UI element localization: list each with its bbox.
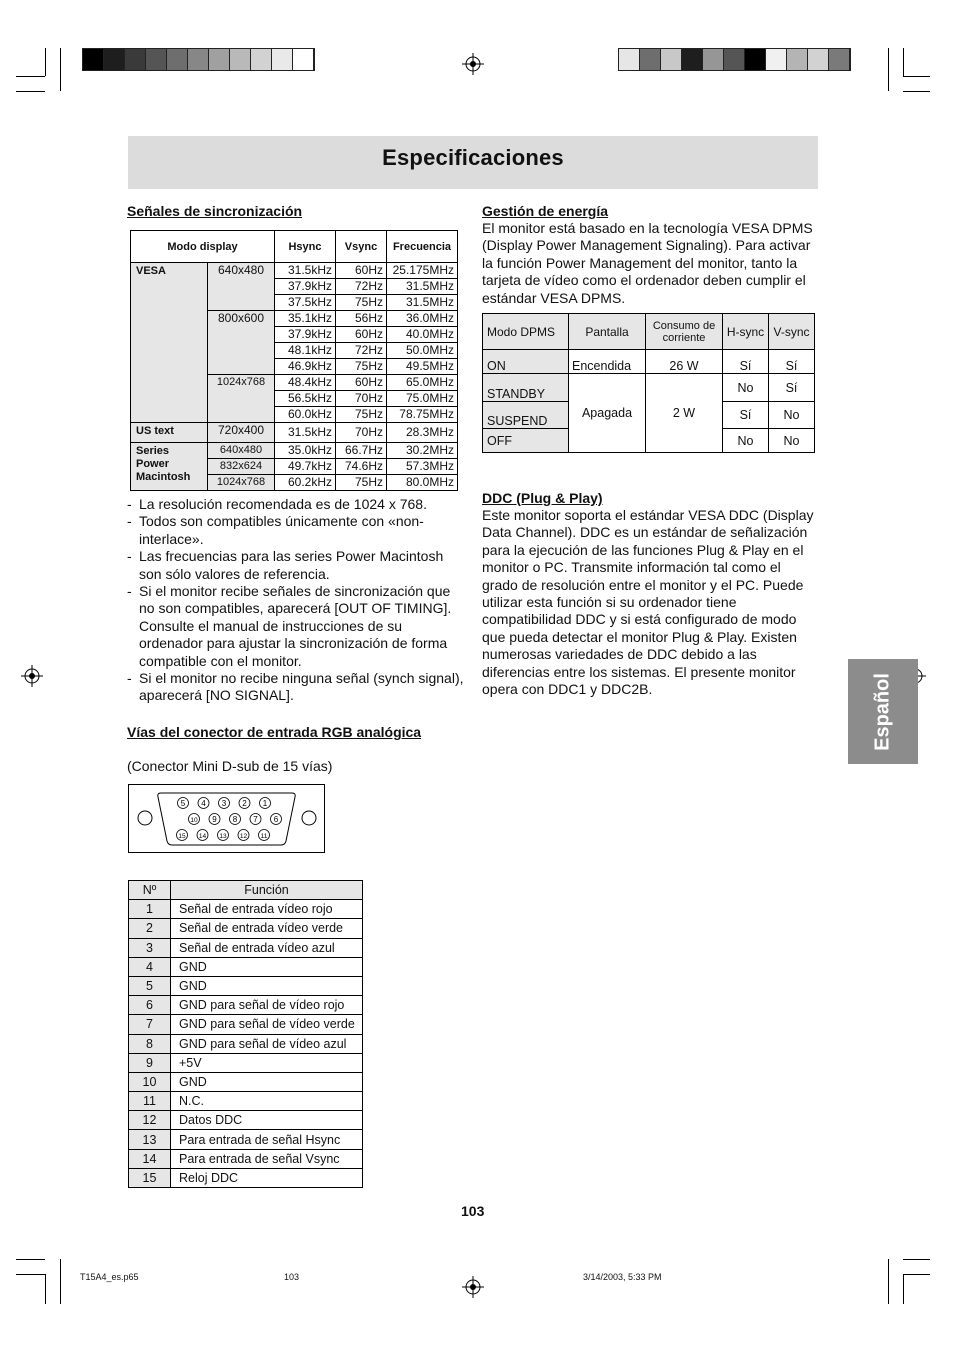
sync-header-hsync: Hsync: [275, 231, 336, 263]
sync-note: - La resolución recomendada es de 1024 x 768.: [127, 496, 465, 513]
sync-cell-freq: 40.0MHz: [387, 327, 458, 343]
pin-function: GND: [171, 976, 363, 995]
sync-cell-vsync: 75Hz: [336, 359, 387, 375]
sync-notes-list: [127, 496, 465, 705]
dpms-mode: OFF: [483, 429, 569, 453]
dpms-header-screen: Pantalla: [569, 314, 646, 350]
pin-number: 8: [129, 1034, 171, 1053]
connector-pin: [230, 814, 241, 825]
dpms-header-vsync: V-sync: [769, 314, 815, 350]
dpms-vsync: Sí: [769, 374, 815, 402]
sync-resolution: 640x480: [208, 443, 275, 459]
sync-cell-hsync: 35.0kHz: [275, 443, 336, 459]
sync-cell-freq: 50.0MHz: [387, 343, 458, 359]
sync-header-freq: Frecuencia: [387, 231, 458, 263]
color-swatch: [766, 49, 787, 70]
connector-pin: [250, 814, 261, 825]
color-swatch: [640, 49, 661, 70]
dpms-row-on: [483, 350, 815, 374]
connector-caption: (Conector Mini D-sub de 15 vías): [127, 758, 333, 774]
sync-cell-freq: 36.0MHz: [387, 311, 458, 327]
title-band: [128, 136, 818, 189]
sync-cell-freq: 80.0MHz: [387, 475, 458, 491]
pin-row: [129, 1034, 363, 1053]
pin-header-number: Nº: [129, 881, 171, 900]
sync-cell-vsync: 72Hz: [336, 343, 387, 359]
power-heading: Gestión de energía: [482, 203, 609, 219]
connector-pin: [219, 798, 230, 809]
color-swatch: [829, 49, 850, 70]
pin-number: 7: [129, 1015, 171, 1034]
dpms-mode: ON: [483, 350, 569, 374]
sync-cell-vsync: 60Hz: [336, 327, 387, 343]
dpms-hsync: No: [723, 429, 769, 453]
pin-row: [129, 1053, 363, 1072]
pin-function: +5V: [171, 1053, 363, 1072]
color-swatch: [682, 49, 703, 70]
sync-note: - Las frecuencias para las series Power Macintosh son sólo valores de referencia.: [127, 548, 465, 583]
connector-pin: [271, 814, 282, 825]
pin-number: 14: [129, 1149, 171, 1168]
sync-cell-hsync: 31.5kHz: [275, 263, 336, 279]
pin-row: [129, 1168, 363, 1187]
language-side-tab-label: Español: [871, 672, 894, 751]
color-swatch: [787, 49, 808, 70]
sync-cell-hsync: 60.0kHz: [275, 407, 336, 423]
connector-pin-label: 7: [253, 814, 258, 824]
dpms-mode: SUSPEND: [483, 402, 569, 429]
pin-function: GND para señal de vídeo azul: [171, 1034, 363, 1053]
connector-pin: [197, 830, 208, 841]
sync-cell-freq: 25.175MHz: [387, 263, 458, 279]
pin-function: N.C.: [171, 1092, 363, 1111]
dpms-hsync: Sí: [723, 350, 769, 374]
color-swatch: [703, 49, 724, 70]
pin-row: [129, 1092, 363, 1111]
page-number: 103: [461, 1203, 485, 1219]
sync-resolution: 720x400: [208, 423, 275, 443]
pin-function: GND para señal de vídeo verde: [171, 1015, 363, 1034]
registration-target-icon: [462, 1276, 484, 1298]
sync-header-vsync: Vsync: [336, 231, 387, 263]
sync-cell-hsync: 48.4kHz: [275, 375, 336, 391]
sync-cell-vsync: 72Hz: [336, 279, 387, 295]
page-title: Especificaciones: [382, 145, 564, 170]
sync-cell-freq: 31.5MHz: [387, 295, 458, 311]
pin-function: Señal de entrada vídeo azul: [171, 938, 363, 957]
dpms-screen: Encendida: [569, 350, 646, 374]
color-swatch: [167, 49, 188, 70]
connector-pin-label: 14: [198, 832, 207, 840]
power-text: El monitor está basado en la tecnología VESA DPMS (Display Power Management Signaling). Para activar la función Power Management del monitor, tanto la tarjeta de vídeo como el ordenador deben cumplir el estándar VESA DPMS.: [482, 220, 813, 306]
connector-pin-label: 3: [221, 798, 227, 808]
sync-cell-vsync: 74.6Hz: [336, 459, 387, 475]
connector-pin-label: 9: [212, 814, 217, 824]
pin-number: 10: [129, 1072, 171, 1091]
connector-pin: [209, 814, 220, 825]
pin-row: [129, 938, 363, 957]
sync-header-mode: Modo display: [131, 231, 275, 263]
dpms-hsync: No: [723, 374, 769, 402]
pin-number: 6: [129, 996, 171, 1015]
pin-row: [129, 900, 363, 919]
pin-row: [129, 1149, 363, 1168]
ddc-text: Este monitor soporta el estándar VESA DDC (Display Data Channel). DDC es un estándar de señalización para la ejecución de las funciones Plug & Play en el monitor o PC. Transmite información tal como el grado de resolución entre el monitor y el PC. Puede utilizar esta función si su ordenador tiene compatibilidad DDC y si está configurado de modo que pueda detectar el monitor Plug & Play. Existen numerosas variedades de DDC debido a las diferencias entre los sistemas. El presente monitor opera con DDC1 y DDC2B.: [482, 507, 814, 698]
connector-pin: [260, 798, 271, 809]
connector-heading: Vías del conector de entrada RGB analógica: [127, 724, 422, 740]
sync-cell-hsync: 49.7kHz: [275, 459, 336, 475]
connector-pin: [178, 798, 189, 809]
pin-number: 5: [129, 976, 171, 995]
color-calibration-bar-right: [618, 48, 851, 71]
sync-cell-freq: 78.75MHz: [387, 407, 458, 423]
color-calibration-bar-left: [82, 48, 315, 71]
footer-timestamp: 3/14/2003, 5:33 PM: [583, 1272, 662, 1282]
sync-cell-freq: 31.5MHz: [387, 279, 458, 295]
dpms-table: [482, 313, 815, 453]
color-swatch: [745, 49, 766, 70]
dpms-header-mode: Modo DPMS: [483, 314, 569, 350]
pin-row: [129, 976, 363, 995]
dsub-connector-icon: [129, 785, 324, 852]
pin-number: 9: [129, 1053, 171, 1072]
pin-row: [129, 1015, 363, 1034]
dsub-connector-diagram: [128, 784, 325, 853]
pin-number: 13: [129, 1130, 171, 1149]
sync-cell-vsync: 60Hz: [336, 263, 387, 279]
sync-cell-freq: 75.0MHz: [387, 391, 458, 407]
pin-number: 12: [129, 1111, 171, 1130]
pin-number: 15: [129, 1168, 171, 1187]
pin-row: [129, 957, 363, 976]
sync-row: [131, 443, 458, 459]
sync-cell-vsync: 66.7Hz: [336, 443, 387, 459]
connector-pin: [238, 830, 249, 841]
sync-cell-freq: 30.2MHz: [387, 443, 458, 459]
sync-cell-hsync: 35.1kHz: [275, 311, 336, 327]
sync-cell-vsync: 56Hz: [336, 311, 387, 327]
connector-pin: [198, 798, 209, 809]
sync-cell-hsync: 46.9kHz: [275, 359, 336, 375]
sync-cell-hsync: 31.5kHz: [275, 423, 336, 443]
sync-table: [130, 230, 458, 491]
connector-pin-label: 1: [262, 798, 268, 808]
pin-row: [129, 1130, 363, 1149]
dpms-vsync: No: [769, 402, 815, 429]
sync-group-name: US text: [131, 423, 208, 443]
sync-note: - Si el monitor no recibe ninguna señal (synch signal), aparecerá [NO SIGNAL].: [127, 670, 465, 705]
dpms-row-standby: [483, 374, 815, 402]
color-swatch: [619, 49, 640, 70]
dpms-vsync: No: [769, 429, 815, 453]
pin-number: 2: [129, 919, 171, 938]
pin-function: Señal de entrada vídeo rojo: [171, 900, 363, 919]
language-side-tab: [848, 659, 918, 764]
footer-filename: T15A4_es.p65: [80, 1272, 139, 1282]
registration-target-icon: [462, 53, 484, 75]
sync-cell-hsync: 37.5kHz: [275, 295, 336, 311]
connector-pin-label: 6: [273, 814, 279, 824]
pin-function: GND: [171, 957, 363, 976]
sync-heading: Señales de sincronización: [127, 203, 303, 219]
connector-pin-label: 12: [239, 832, 248, 840]
sync-row: [131, 423, 458, 443]
color-swatch: [146, 49, 167, 70]
connector-pin: [189, 814, 200, 825]
registration-target-icon: [21, 665, 43, 687]
sync-cell-vsync: 70Hz: [336, 423, 387, 443]
pin-function: Señal de entrada vídeo verde: [171, 919, 363, 938]
dpms-vsync: Sí: [769, 350, 815, 374]
sync-resolution: 1024x768: [208, 375, 275, 423]
footer-page: 103: [284, 1272, 300, 1282]
connector-pin-label: 4: [201, 798, 206, 808]
color-swatch: [808, 49, 829, 70]
pin-function: Para entrada de señal Vsync: [171, 1149, 363, 1168]
dpms-header-hsync: H-sync: [723, 314, 769, 350]
dpms-mode: STANDBY: [483, 374, 569, 402]
sync-cell-freq: 57.3MHz: [387, 459, 458, 475]
color-swatch: [125, 49, 146, 70]
pin-number: 3: [129, 938, 171, 957]
pin-number: 11: [129, 1092, 171, 1111]
sync-resolution: 832x624: [208, 459, 275, 475]
sync-cell-freq: 28.3MHz: [387, 423, 458, 443]
pin-table: [128, 880, 363, 1188]
sync-cell-vsync: 75Hz: [336, 407, 387, 423]
dpms-power: 26 W: [646, 350, 723, 374]
sync-cell-freq: 49.5MHz: [387, 359, 458, 375]
sync-row: [131, 263, 458, 279]
pin-number: 1: [129, 900, 171, 919]
sync-group-name: VESA: [131, 263, 208, 423]
color-swatch: [83, 49, 104, 70]
pin-function: GND para señal de vídeo rojo: [171, 996, 363, 1015]
color-swatch: [251, 49, 272, 70]
pin-function: Para entrada de señal Hsync: [171, 1130, 363, 1149]
sync-group-name: Series Power Macintosh: [131, 443, 208, 491]
color-swatch: [272, 49, 293, 70]
connector-pin-label: 15: [178, 832, 186, 840]
connector-pin: [218, 830, 229, 841]
color-swatch: [293, 49, 314, 70]
sync-resolution: 1024x768: [208, 475, 275, 491]
color-swatch: [209, 49, 230, 70]
connector-pin: [239, 798, 250, 809]
pin-row: [129, 1072, 363, 1091]
sync-resolution: 800x600: [208, 311, 275, 375]
pin-function: Datos DDC: [171, 1111, 363, 1130]
sync-cell-hsync: 60.2kHz: [275, 475, 336, 491]
connector-pin-label: 2: [242, 798, 247, 808]
sync-note: - Todos son compatibles únicamente con «non-interlace».: [127, 513, 465, 548]
color-swatch: [724, 49, 745, 70]
sync-cell-vsync: 75Hz: [336, 475, 387, 491]
sync-resolution: 640x480: [208, 263, 275, 311]
color-swatch: [104, 49, 125, 70]
sync-cell-hsync: 56.5kHz: [275, 391, 336, 407]
ddc-heading: DDC (Plug & Play): [482, 490, 603, 506]
dpms-power: 2 W: [646, 374, 723, 453]
connector-pin-label: 10: [190, 816, 198, 824]
sync-cell-hsync: 37.9kHz: [275, 279, 336, 295]
sync-cell-vsync: 60Hz: [336, 375, 387, 391]
connector-pin-label: 5: [180, 798, 186, 808]
pin-row: [129, 996, 363, 1015]
dpms-hsync: Sí: [723, 402, 769, 429]
connector-pin-label: 11: [260, 832, 268, 840]
sync-cell-vsync: 75Hz: [336, 295, 387, 311]
color-swatch: [661, 49, 682, 70]
sync-note: - Si el monitor recibe señales de sincronización que no son compatibles, aparecerá [OUT OF TIMING]. Consulte el manual de instrucciones de su ordenador para ajustar la sincronización de forma compatible con el monitor.: [127, 583, 465, 670]
color-swatch: [188, 49, 209, 70]
connector-pin: [177, 830, 188, 841]
pin-row: [129, 919, 363, 938]
sync-cell-hsync: 37.9kHz: [275, 327, 336, 343]
dpms-screen: Apagada: [569, 374, 646, 453]
connector-pin-label: 13: [219, 832, 227, 840]
pin-function: GND: [171, 1072, 363, 1091]
pin-header-function: Función: [171, 881, 363, 900]
sync-cell-vsync: 70Hz: [336, 391, 387, 407]
dpms-header-power: Consumo de corriente: [646, 314, 723, 350]
sync-cell-hsync: 48.1kHz: [275, 343, 336, 359]
pin-function: Reloj DDC: [171, 1168, 363, 1187]
color-swatch: [230, 49, 251, 70]
pin-row: [129, 1111, 363, 1130]
pin-number: 4: [129, 957, 171, 976]
connector-pin-label: 8: [232, 814, 238, 824]
connector-pin: [259, 830, 270, 841]
sync-cell-freq: 65.0MHz: [387, 375, 458, 391]
